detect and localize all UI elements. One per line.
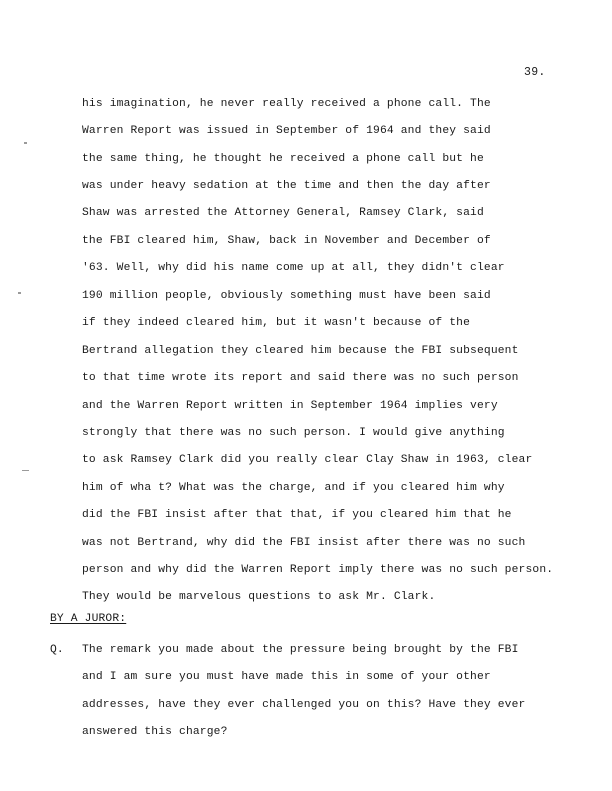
testimony-line: if they indeed cleared him, but it wasn't because of the (82, 317, 471, 329)
margin-mark (24, 142, 27, 144)
testimony-line: and the Warren Report written in September 1964 implies very (82, 400, 498, 412)
testimony-line: 190 million people, obviously something must have been said (82, 290, 491, 302)
testimony-line: the FBI cleared him, Shaw, back in November and December of (82, 235, 491, 247)
testimony-line: his imagination, he never really received a phone call. The (82, 98, 491, 110)
testimony-line: did the FBI insist after that that, if you cleared him that he (82, 509, 512, 521)
question-line: answered this charge? (82, 726, 228, 738)
question-line: and I am sure you must have made this in some of your other (82, 671, 491, 683)
testimony-line: was under heavy sedation at the time and then the day after (82, 180, 491, 192)
testimony-line: to that time wrote its report and said there was no such person (82, 372, 519, 384)
testimony-line: person and why did the Warren Report imply there was no such person. (82, 564, 554, 576)
testimony-line: strongly that there was no such person. I would give anything (82, 427, 505, 439)
question-line: addresses, have they ever challenged you on this? Have they ever (82, 699, 526, 711)
question-label: Q. (50, 644, 64, 656)
margin-mark (18, 292, 21, 294)
testimony-line: to ask Ramsey Clark did you really clear Clay Shaw in 1963, clear (82, 454, 533, 466)
testimony-line: the same thing, he thought he received a phone call but he (82, 153, 484, 165)
testimony-line: Warren Report was issued in September of 1964 and they said (82, 125, 491, 137)
testimony-line: Bertrand allegation they cleared him because the FBI subsequent (82, 345, 519, 357)
testimony-line: Shaw was arrested the Attorney General, Ramsey Clark, said (82, 207, 484, 219)
testimony-line: was not Bertrand, why did the FBI insist after there was no such (82, 537, 526, 549)
testimony-line: '63. Well, why did his name come up at all, they didn't clear (82, 262, 505, 274)
section-heading: BY A JUROR: (50, 613, 127, 625)
margin-mark (22, 470, 29, 471)
question-line: The remark you made about the pressure being brought by the FBI (82, 644, 519, 656)
testimony-line: They would be marvelous questions to ask Mr. Clark. (82, 591, 436, 603)
page-number: 39. (524, 66, 546, 79)
testimony-line: him of wha t? What was the charge, and if you cleared him why (82, 482, 505, 494)
